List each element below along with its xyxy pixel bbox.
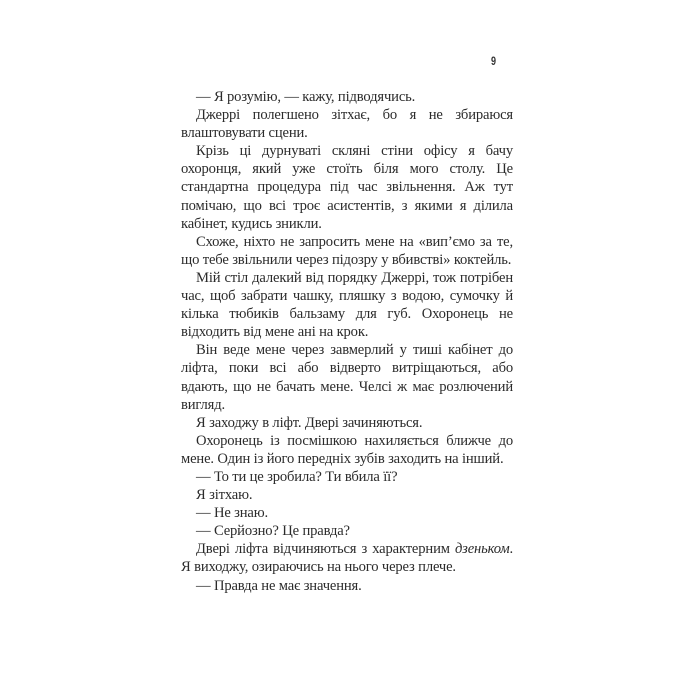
paragraph: — Серйозно? Це правда? <box>196 523 350 540</box>
paragraph: Я зітхаю. <box>196 487 253 504</box>
paragraph: Я заходжу в ліфт. Двері зачиняються. <box>196 414 423 431</box>
paragraph-text: Двері ліфта відчиняються з характерним <box>196 541 455 558</box>
paragraph: Джеррі полегшено зітхає, бо я не збираюся влаштовувати сцени. <box>181 107 513 142</box>
paragraph: — То ти це зробила? Ти вбила її? <box>196 468 398 485</box>
paragraph: Мій стіл далекий від порядку Джеррі, тож потрібен час, щоб забрати чашку, пляшку з водою, сумочку й кілька тюбиків бальзаму для губ. Охоронець не відходить від мене ані на крок. <box>181 269 513 341</box>
page-number: 9 <box>491 54 497 68</box>
paragraph: Крізь ці дурнуваті скляні стіни офісу я бачу охоронця, який уже стоїть біля мого столу. Це стандартна процедура під час звільнення. Аж тут помічаю, що всі троє асистентів, з якими я ділила кабінет, кудись зникли. <box>181 143 513 232</box>
paragraph <box>181 540 513 576</box>
paragraph: — Не знаю. <box>196 505 269 522</box>
paragraph: Він веде мене через завмерлий у тиші кабінет до ліфта, поки всі або відверто витріщаються, або вдають, що не бачать мене. Челсі ж має розлючений вигляд. <box>181 342 513 413</box>
body-text <box>181 88 513 595</box>
paragraph: Схоже, ніхто не запросить мене на «вип’ємо за те, що тебе звільнили через підозру у вбивстві» коктейль. <box>181 233 513 268</box>
paragraph: — Я розумію, — кажу, підводячись. <box>196 89 416 105</box>
paragraph: Охоронець із посмішкою нахиляється ближче до мене. Один із його передніх зубів заходить на інший. <box>181 432 513 467</box>
paragraph: — Правда не має значення. <box>196 577 362 594</box>
paragraph-text: . Я виходжу, озираючись на нього через плече. <box>181 541 513 576</box>
italic-emphasis: дзеньком <box>454 541 510 558</box>
